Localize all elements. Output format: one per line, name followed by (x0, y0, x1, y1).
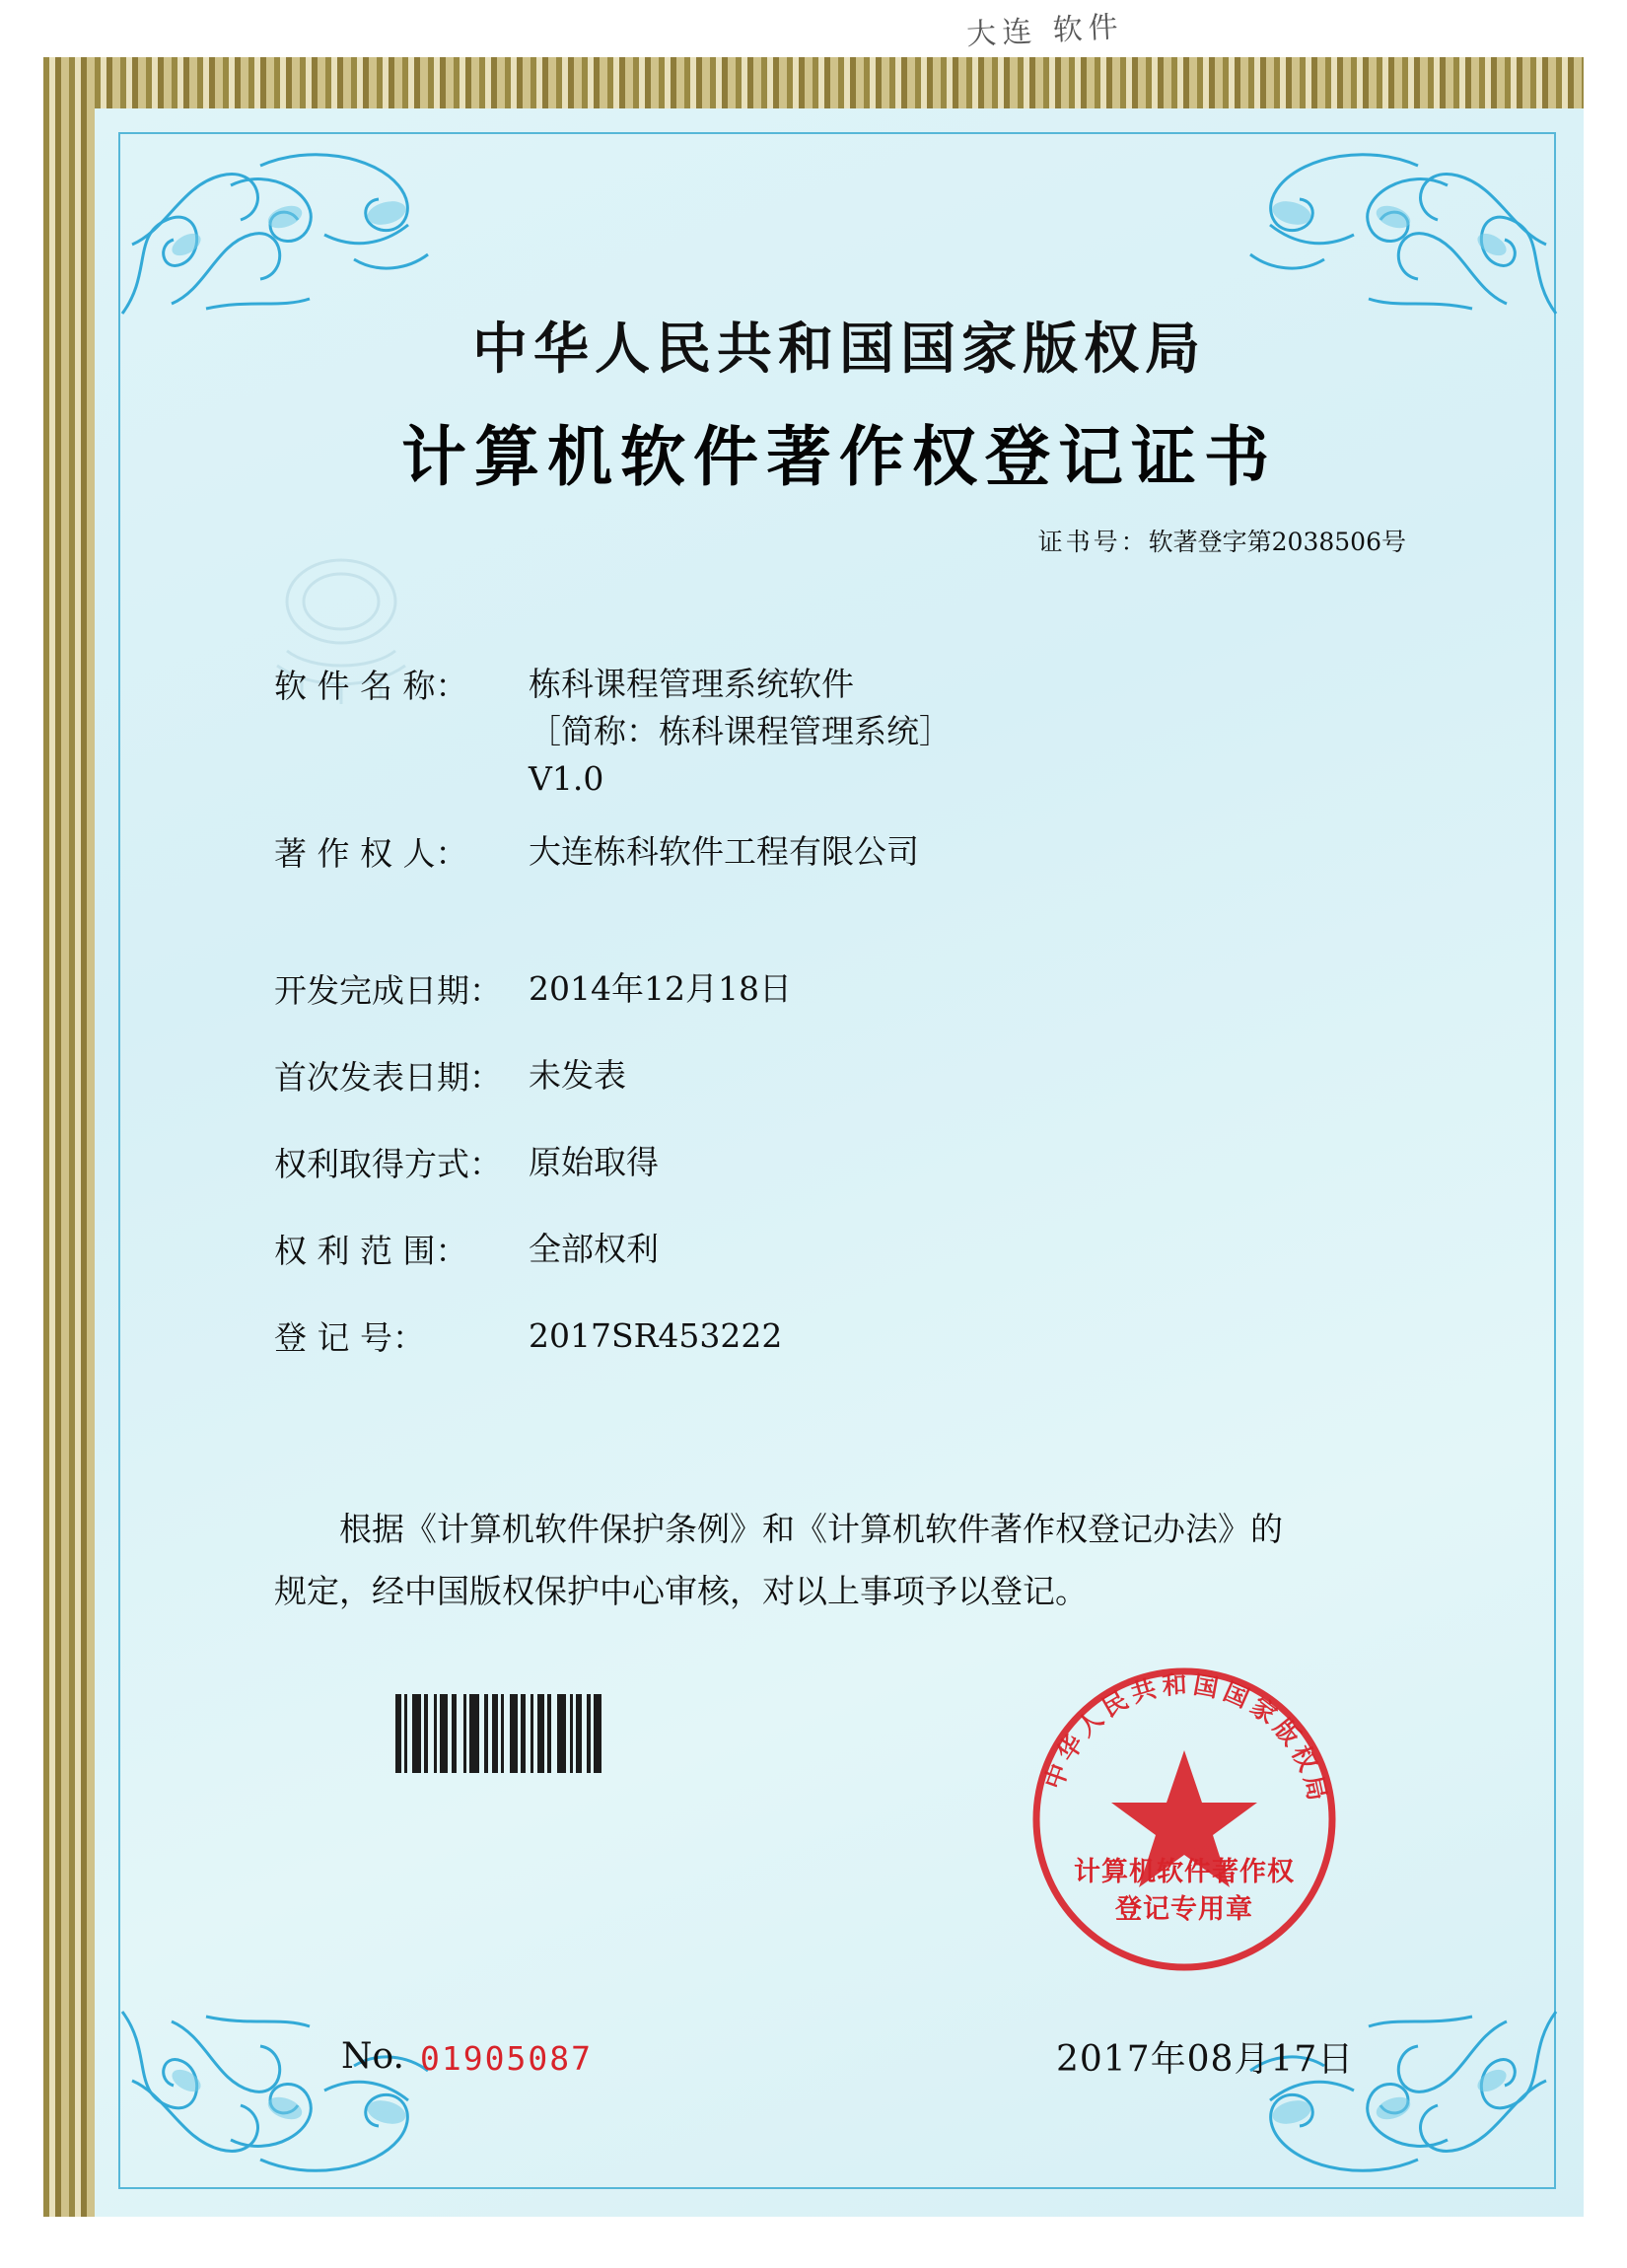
field-acquisition-method (274, 1139, 1438, 1186)
field-label: 软 件 名 称： (274, 667, 468, 705)
certificate-title: 计算机软件著作权登记证书 (401, 418, 1277, 495)
field-value: 2017SR453222 (529, 1315, 783, 1355)
handwritten-annotation: 大连 软件 (965, 9, 1125, 53)
field-label: 权利取得方式： (274, 1145, 502, 1184)
field-value (529, 661, 952, 803)
certificate-body (95, 108, 1584, 2217)
svg-text:中华人民共和国国家版权局: 中华人民共和国国家版权局 (1038, 1669, 1333, 1808)
field-value (529, 828, 919, 876)
statement-line-1: 根据《计算机软件保护条例》和《计算机软件著作权登记办法》的 (339, 1510, 1283, 1548)
corner-ornament-top-left (112, 126, 438, 323)
detail-list (274, 965, 1438, 1359)
corner-ornament-top-right (1240, 126, 1566, 323)
corner-ornament-bottom-left (112, 2002, 438, 2199)
certificate-number-label: 证书号： (1037, 528, 1149, 556)
software-name-line-1: 栋科课程管理系统软件 (529, 665, 854, 703)
seal-line-2: 登记专用章 (1115, 1894, 1253, 1925)
official-seal (1022, 1657, 1347, 1982)
field-rights-scope (274, 1226, 1438, 1273)
certificate-number-value: 软著登字第2038506号 (1148, 528, 1406, 556)
field-value: 原始取得 (529, 1143, 659, 1182)
field-first-publish-date (274, 1052, 1438, 1099)
field-list (274, 661, 1438, 1399)
issue-date: 2017年08月17日 (1056, 2039, 1355, 2080)
field-value: 2014年12月18日 (529, 969, 792, 1009)
software-name-line-3: V1.0 (529, 758, 604, 798)
field-label: 著 作 权 人： (274, 833, 468, 873)
seal-line-1: 计算机软件著作权 (1074, 1857, 1295, 1887)
certificate-number (1038, 523, 1406, 558)
field-development-date (274, 965, 1438, 1013)
serial-value: 01905087 (420, 2039, 593, 2078)
field-label: 登 记 号： (274, 1317, 425, 1357)
barcode (395, 1694, 617, 1773)
field-label: 权 利 范 围： (274, 1231, 468, 1270)
certificate-border (43, 57, 1584, 2217)
statement-paragraph (274, 1499, 1467, 1622)
field-label: 首次发表日期： (274, 1058, 502, 1098)
field-registration-number (274, 1312, 1438, 1360)
issuing-authority: 中华人民共和国国家版权局 (472, 317, 1206, 382)
software-name-line-2: ［简称：栋科课程管理系统］ (529, 711, 952, 750)
field-value: 未发表 (529, 1056, 626, 1096)
field-software-name (274, 661, 1438, 803)
statement-line-2: 规定，经中国版权保护中心审核，对以上事项予以登记。 (274, 1571, 1088, 1610)
field-label: 开发完成日期： (274, 971, 502, 1011)
field-copyright-owner (274, 828, 1438, 876)
serial-label: No. (341, 2036, 404, 2077)
copyright-owner-value: 大连栋科软件工程有限公司 (529, 831, 919, 871)
field-value: 全部权利 (529, 1229, 659, 1268)
